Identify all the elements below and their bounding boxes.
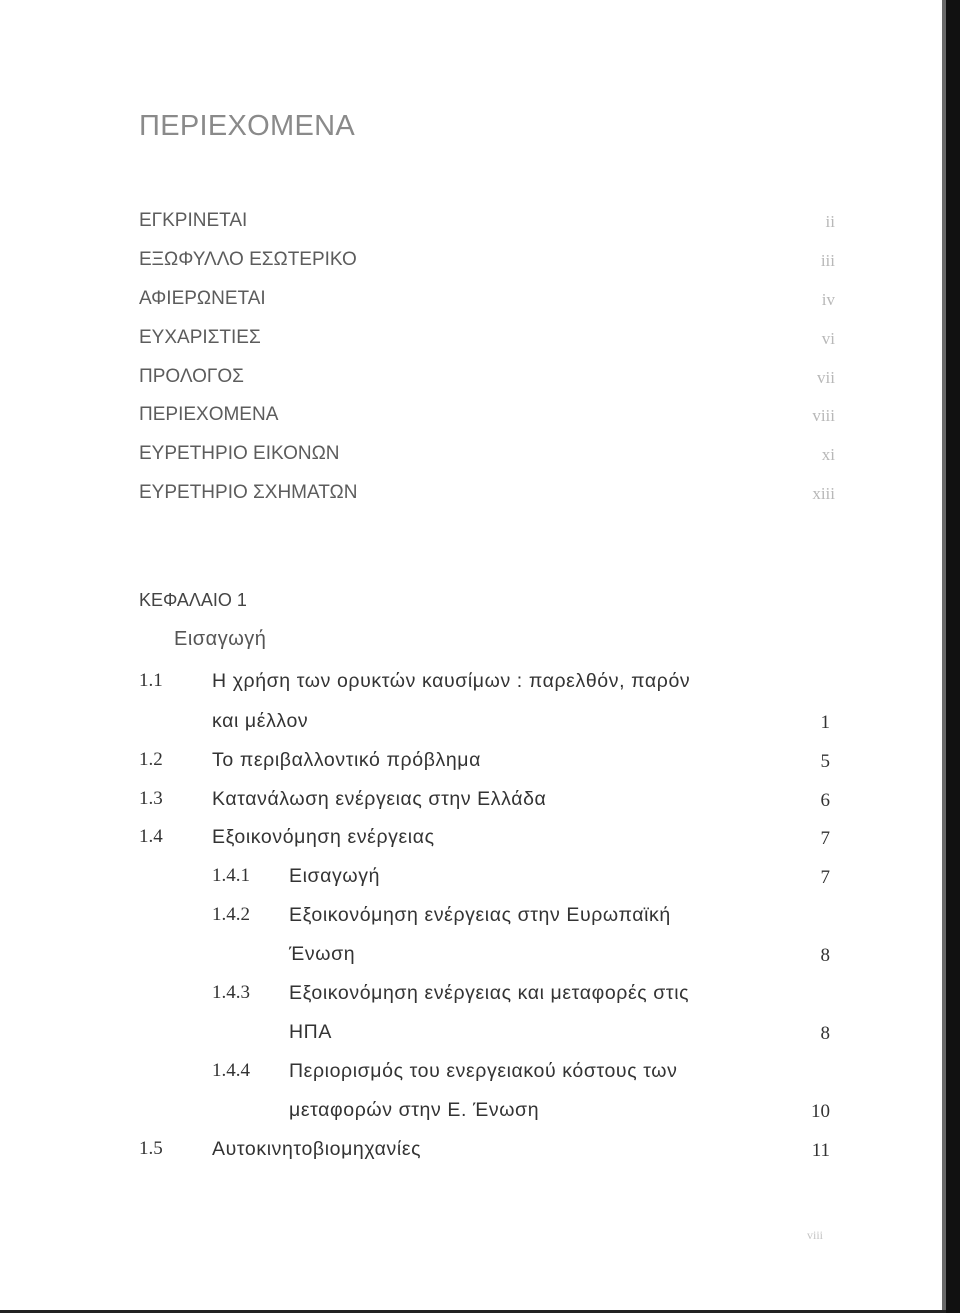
toc-entry-text[interactable]: Εξοικονόμηση ενέργειας και μεταφορές στις (289, 982, 690, 1004)
toc-page-number: 7 (820, 867, 830, 888)
page-folio: viii (806, 1228, 823, 1242)
toc-page-number: ii (825, 212, 835, 231)
toc-item-periexomena[interactable]: ΠΕΡΙΕΧΟΜΕΝΑ (139, 404, 279, 425)
toc-item-prologos[interactable]: ΠΡΟΛΟΓΟΣ (139, 366, 244, 387)
toc-page-number: vi (821, 329, 835, 348)
toc-page-number: 1 (820, 712, 830, 733)
toc-page-number: 11 (811, 1140, 830, 1161)
toc-page-number: 8 (820, 945, 830, 966)
toc-entry-text-continued[interactable]: και μέλλον (212, 710, 309, 732)
toc-entry-text[interactable]: Εισαγωγή (289, 865, 381, 887)
subsection-number: 1.4.1 (212, 865, 250, 886)
section-number: 1.4 (139, 826, 163, 847)
toc-page-number: viii (812, 406, 835, 425)
toc-entry-text[interactable]: Περιορισμός του ενεργειακού κόστους των (289, 1060, 678, 1082)
toc-page-number: 8 (820, 1023, 830, 1044)
toc-entry-text-continued[interactable]: Ένωση (289, 943, 356, 965)
subsection-number: 1.4.4 (212, 1060, 250, 1081)
toc-page-number: iii (820, 251, 835, 270)
toc-entry-text[interactable]: Κατανάλωση ενέργειας στην Ελλάδα (212, 788, 547, 810)
page-title: ΠΕΡΙΕΧΟΜΕΝΑ (139, 110, 356, 142)
toc-page-number: vii (817, 368, 835, 387)
subsection-number: 1.4.3 (212, 982, 250, 1003)
toc-item-eyretirio-eikonon[interactable]: ΕΥΡΕΤΗΡΙΟ ΕΙΚΟΝΩΝ (139, 443, 340, 464)
toc-page-number: iv (821, 290, 835, 309)
toc-item-afieronetai[interactable]: ΑΦΙΕΡΩΝΕΤΑΙ (139, 288, 266, 309)
toc-entry-text[interactable]: Εξοικονόμηση ενέργειας (212, 826, 435, 848)
chapter-heading: ΚΕΦΑΛΑΙΟ 1 (139, 590, 247, 610)
toc-entry-text-continued[interactable]: μεταφορών στην Ε. Ένωση (289, 1099, 540, 1121)
section-number: 1.2 (139, 749, 163, 770)
toc-entry-text[interactable]: Εξοικονόμηση ενέργειας στην Ευρωπαϊκή (289, 904, 671, 926)
toc-entry-text[interactable]: Η χρήση των ορυκτών καυσίμων : παρελθόν, παρόν (212, 670, 691, 692)
toc-page-number: 10 (811, 1101, 830, 1122)
toc-page-number: xiii (812, 484, 835, 503)
section-number: 1.1 (139, 670, 163, 691)
toc-page-number: xi (821, 445, 835, 464)
toc-entry-text-continued[interactable]: ΗΠΑ (289, 1021, 332, 1043)
toc-page-number: 6 (820, 790, 830, 811)
chapter-subtitle: Εισαγωγή (174, 628, 267, 650)
toc-page-number: 7 (820, 828, 830, 849)
toc-entry-text[interactable]: Το περιβαλλοντικό πρόβλημα (212, 749, 482, 771)
toc-item-egkrinetai[interactable]: ΕΓΚΡΙΝΕΤΑΙ (139, 210, 248, 231)
toc-page-number: 5 (820, 751, 830, 772)
subsection-number: 1.4.2 (212, 904, 250, 925)
section-number: 1.5 (139, 1138, 163, 1159)
toc-entry-text[interactable]: Αυτοκινητοβιομηχανίες (212, 1138, 422, 1160)
section-number: 1.3 (139, 788, 163, 809)
toc-item-eyxaristies[interactable]: ΕΥΧΑΡΙΣΤΙΕΣ (139, 327, 261, 348)
toc-item-exofyllo[interactable]: ΕΞΩΦΥΛΛΟ ΕΣΩΤΕΡΙΚΟ (139, 249, 357, 270)
scan-edge-right (946, 0, 960, 1313)
toc-item-eyretirio-sximaton[interactable]: ΕΥΡΕΤΗΡΙΟ ΣΧΗΜΑΤΩΝ (139, 482, 358, 503)
